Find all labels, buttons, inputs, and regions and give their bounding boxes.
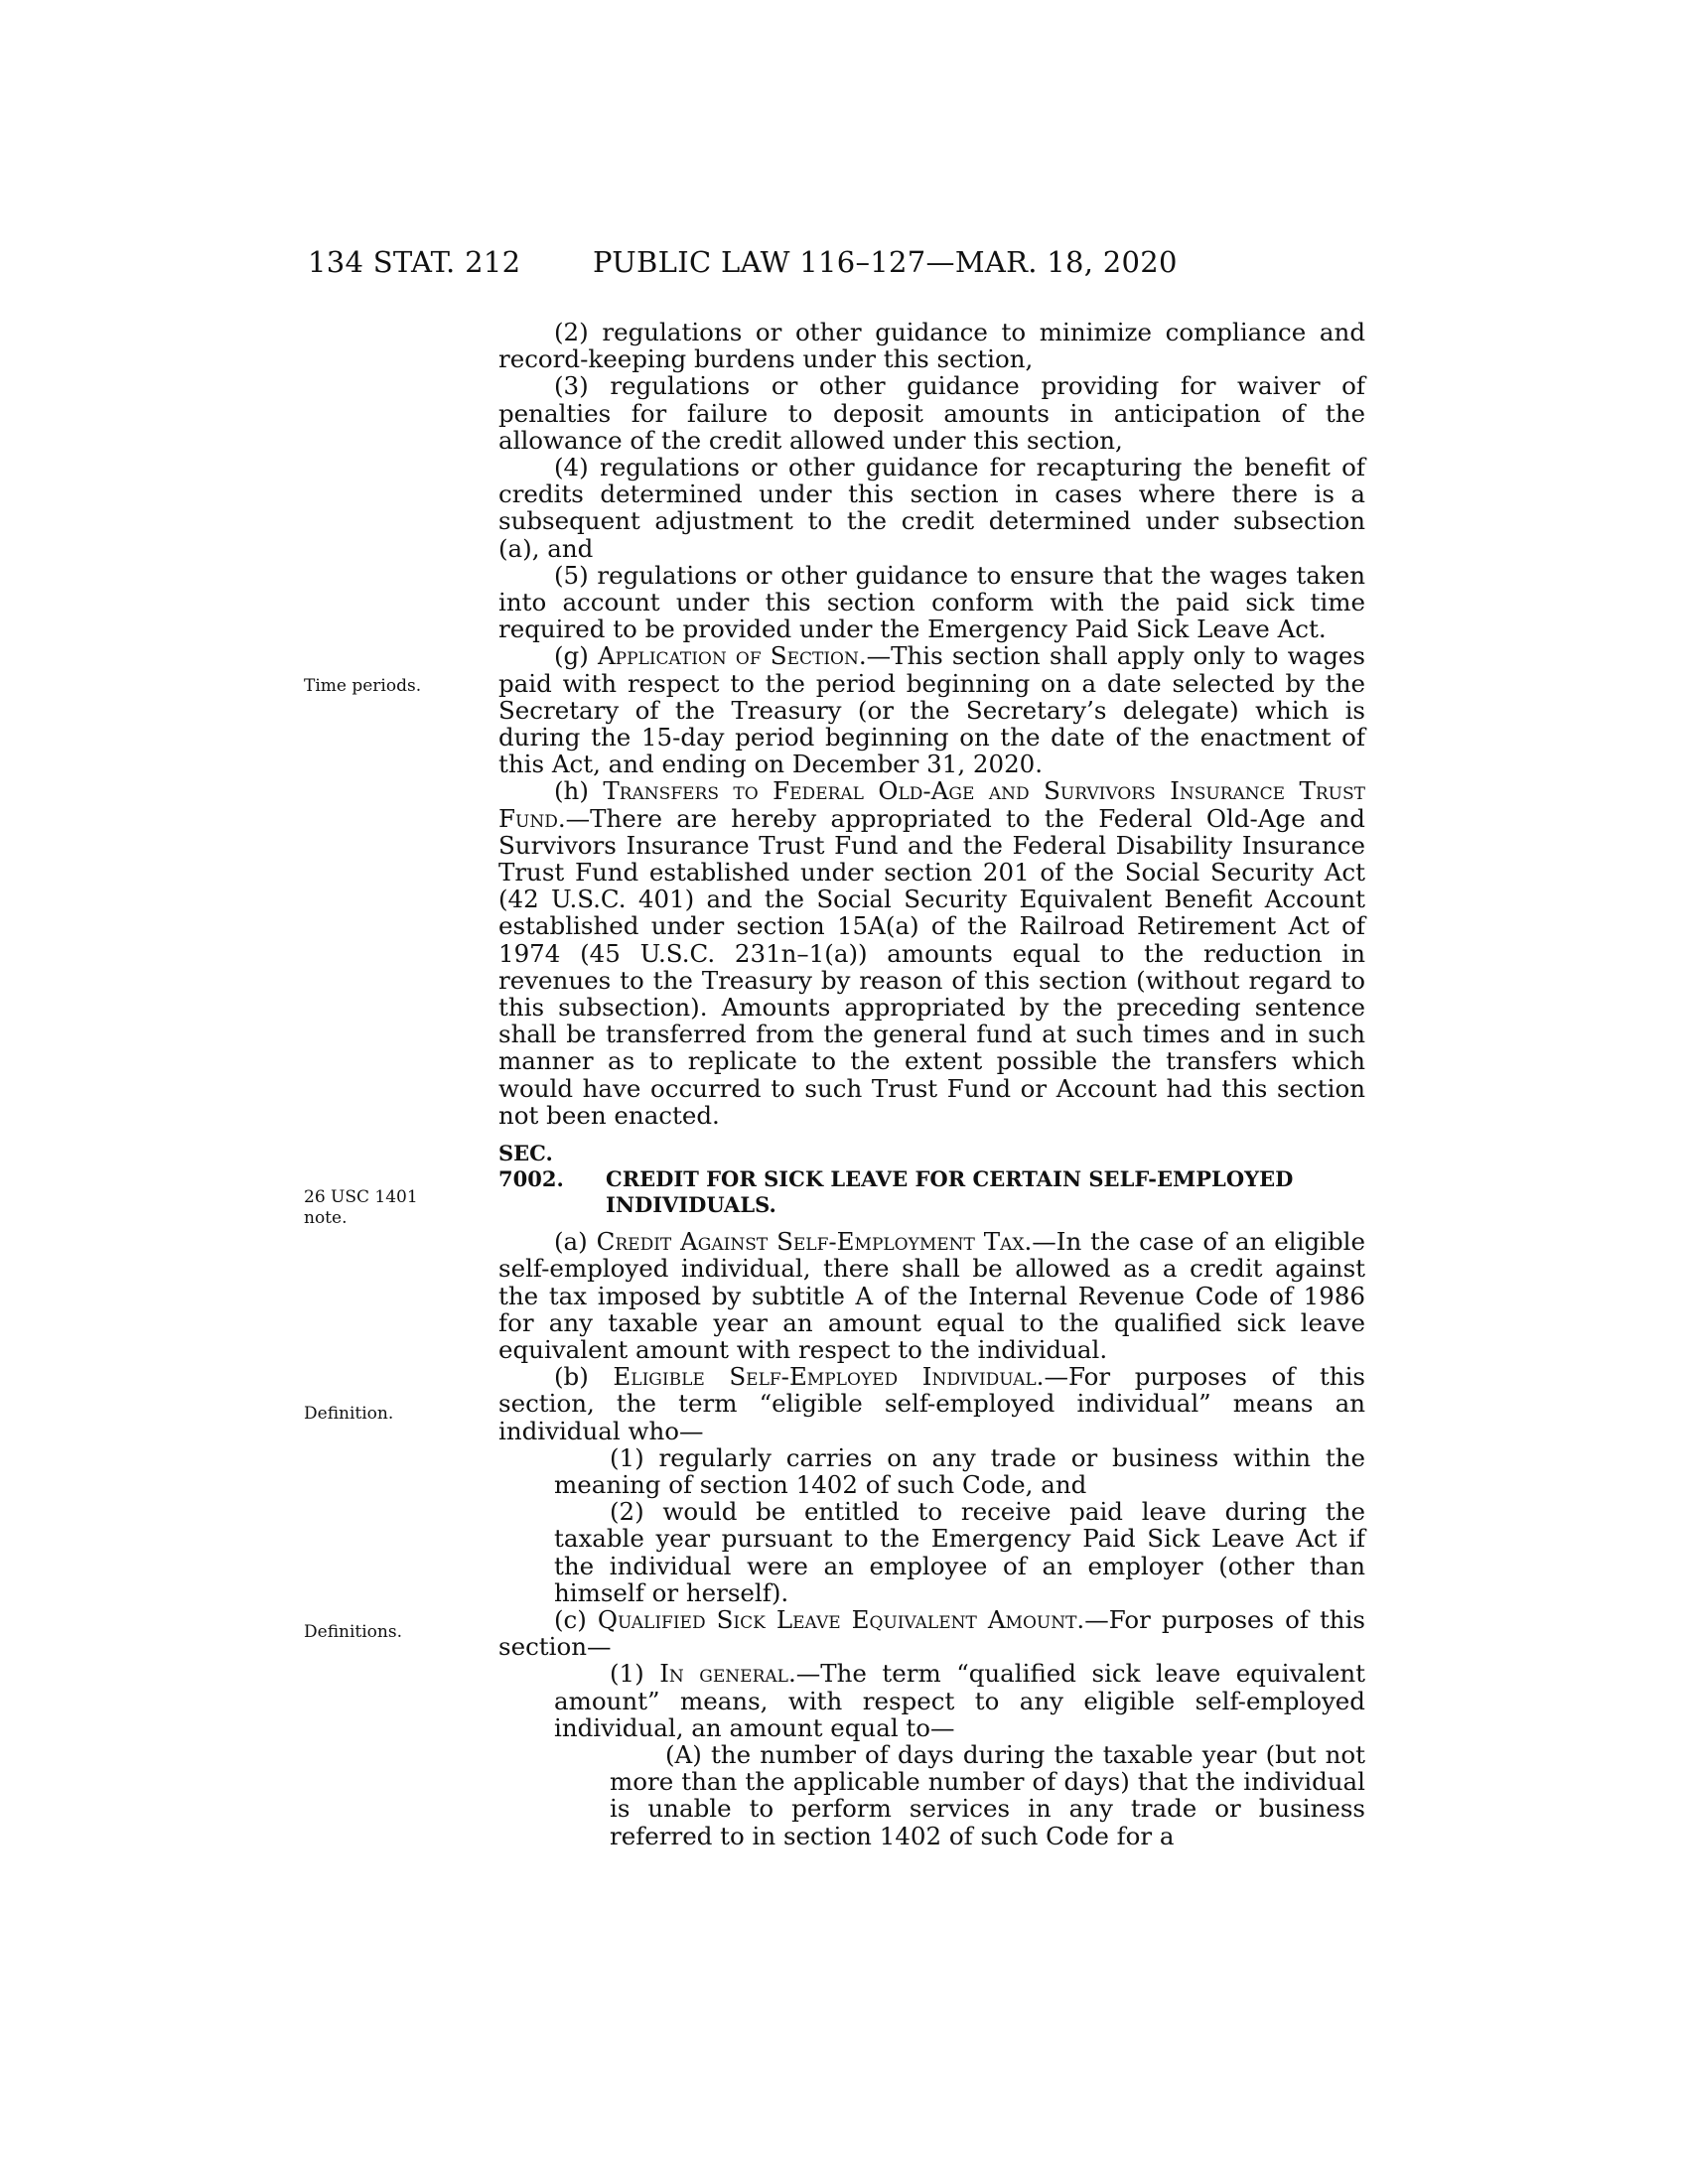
paragraph-3: (3) regulations or other guidance providing for waiver of penalties for failure to deposit amounts in anticipation of the allowance of the credit allowed under this section, [498, 371, 1365, 455]
subsection-a-heading: Credit Against Self-Employment Tax [596, 1227, 1025, 1257]
subsection-c1-label: (1) [610, 1659, 644, 1689]
subsection-b: (b) Eligible Self-Employed Individual.—For purposes of this section, the term “eligible self-employed individual” means an individual who— [498, 1362, 1365, 1445]
margin-note-usc-reference [304, 1187, 453, 1229]
margin-note-definition: Definition. [304, 1404, 394, 1424]
subsection-c-paragraph-1: (1) In general.—The term “qualified sick leave equivalent amount” means, with respect to any eligible self-employed individual, an amount equal to— [554, 1659, 1365, 1742]
public-law-title: PUBLIC LAW 116–127—MAR. 18, 2020 [593, 245, 1178, 279]
subsection-c-heading: Qualified Sick Leave Equivalent Amount [597, 1604, 1077, 1634]
subsection-c1-heading: In general [659, 1659, 788, 1689]
subsection-c: (c) Qualified Sick Leave Equivalent Amount.—For purposes of this section— [498, 1604, 1365, 1662]
subsection-b-heading: Eligible Self-Employed Individual [613, 1362, 1037, 1392]
subsection-b-text: —For purposes of this section, the term “eligible self-employed individual” means an individual who— [498, 1362, 1365, 1445]
subsection-c-text: —For purposes of this section— [498, 1604, 1365, 1662]
subsection-h-heading: Transfers to Federal Old-Age and Survivors Insurance Trust Fund [498, 776, 1365, 833]
stat-page-reference: 134 STAT. 212 [308, 245, 521, 279]
subsection-g: (g) Application of Section.—This section shall apply only to wages paid with respect to the period beginning on a date selected by the Secretary of the Treasury (or the Secretary’s delegate) which is during the 15-day period beginning on the date of the enactment of this Act, and ending on December 31, 2020. [498, 641, 1365, 779]
subsection-g-text: —This section shall apply only to wages paid with respect to the period beginning on a date selected by the Secretary of the Treasury (or the Secretary’s delegate) which is during the 15-day period beginning on the date of the enactment of this Act, and ending on December 31, 2020. [498, 641, 1365, 779]
margin-note-usc-note: note. [304, 1208, 348, 1228]
section-7002-heading [498, 1141, 1365, 1218]
margin-note-usc-ref: 26 USC 1401 [304, 1187, 418, 1207]
subsection-c-subparagraph-a: (A) the number of days during the taxable year (but not more than the applicable number of days) that the individual is unable to perform services in any trade or business referred to in section 1402 of such Code for a [610, 1739, 1365, 1850]
subsection-a-label: (a) [554, 1227, 588, 1257]
margin-note-time-periods: Time periods. [304, 676, 422, 696]
paragraph-5: (5) regulations or other guidance to ensure that the wages taken into account under this section conform with the paid sick time required to be provided under the Emergency Paid Sick Leave Act. [498, 560, 1365, 644]
subsection-c1-text: —The term “qualified sick leave equivalent amount” means, with respect to any eligible self-employed individual, an amount equal to— [554, 1659, 1365, 1742]
subsection-b-paragraph-1: (1) regularly carries on any trade or business within the meaning of section 1402 of such Code, and [554, 1442, 1365, 1499]
subsection-h-label: (h) [554, 776, 589, 806]
paragraph-2: (2) regulations or other guidance to minimize compliance and record-keeping burdens under this section, [498, 318, 1365, 374]
margin-note-definitions: Definitions. [304, 1622, 402, 1642]
subsection-g-heading: Application of Section [597, 641, 859, 671]
subsection-b-paragraph-2: (2) would be entitled to receive paid leave during the taxable year pursuant to the Emergency Paid Sick Leave Act if the individual were an employee of an employer (other than himself or herself). [554, 1497, 1365, 1607]
paragraph-4: (4) regulations or other guidance for recapturing the benefit of credits determined under this section in cases where there is a subsequent adjustment to the credit determined under subsection (a), and [498, 453, 1365, 563]
subsection-a-text: —In the case of an eligible self-employed individual, there shall be allowed as a credit against the tax imposed by subtitle A of the Internal Revenue Code of 1986 for any taxable year an amount equal to the qualified sick leave equivalent amount with respect to the individual. [498, 1227, 1365, 1364]
subsection-a: (a) Credit Against Self-Employment Tax.—In the case of an eligible self-employed individual, there shall be allowed as a credit against the tax imposed by subtitle A of the Internal Revenue Code of 1986 for any taxable year an amount equal to the qualified sick leave equivalent amount with respect to the individual. [498, 1227, 1365, 1364]
subsection-h: (h) Transfers to Federal Old-Age and Survivors Insurance Trust Fund.—There are hereby appropriated to the Federal Old-Age and Survivors Insurance Trust Fund and the Federal Disability Insurance Trust Fund established under section 201 of the Social Security Act (42 U.S.C. 401) and the Social Security Equivalent Benefit Account established under section 15A(a) of the Railroad Retirement Act of 1974 (45 U.S.C. 231n–1(a)) amounts equal to the reduction in revenues to the Treasury by reason of this section (without regard to this subsection). Amounts appropriated by the preceding sentence shall be transferred from the general fund at such times and in such manner as to replicate to the extent possible the transfers which would have occurred to such Trust Fund or Account had this section not been enacted. [498, 776, 1365, 1130]
section-title: CREDIT FOR SICK LEAVE FOR CERTAIN SELF-EMPLOYED INDIVIDUALS. [606, 1166, 1294, 1218]
subsection-g-label: (g) [554, 641, 589, 671]
section-number: SEC. 7002. [498, 1141, 564, 1192]
subsection-h-text: —There are hereby appropriated to the Federal Old-Age and Survivors Insurance Trust Fund and the Federal Disability Insurance Trust Fund established under section 201 of the Social Security Act (42 U.S.C. 401) and the Social Security Equivalent Benefit Account established under section 15A(a) of the Railroad Retirement Act of 1974 (45 U.S.C. 231n–1(a)) amounts equal to the reduction in revenues to the Treasury by reason of this section (without regard to this subsection). Amounts appropriated by the preceding sentence shall be transferred from the general fund at such times and in such manner as to replicate to the extent possible the transfers which would have occurred to such Trust Fund or Account had this section not been enacted. [498, 803, 1365, 1130]
subsection-c-label: (c) [554, 1604, 587, 1634]
subsection-b-label: (b) [554, 1362, 589, 1392]
statute-body [498, 319, 1365, 1849]
